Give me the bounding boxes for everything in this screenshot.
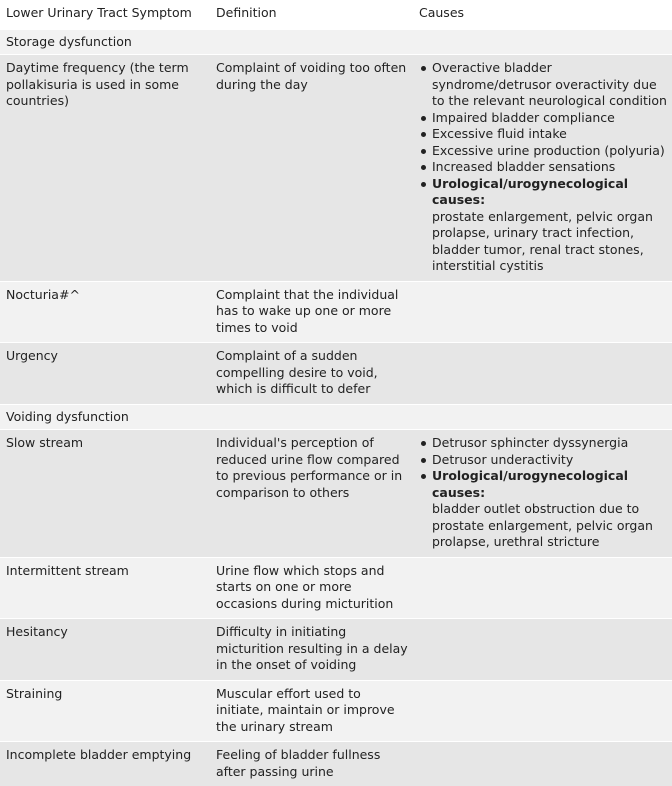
definition-cell: Feeling of bladder fullness after passing urine	[210, 742, 413, 786]
cause-item-urological	[419, 176, 668, 275]
definition-cell: Individual's perception of reduced urine flow compared to previous performance or in comparison to others	[210, 430, 413, 558]
section-row-storage	[0, 29, 672, 55]
symptom-cell: Incomplete bladder emptying	[0, 742, 210, 786]
cause-item: Excessive urine production (polyuria)	[419, 143, 668, 160]
symptom-cell: Slow stream	[0, 430, 210, 558]
symptom-cell: Daytime frequency (the term pollakisuria is used in some countries)	[0, 55, 210, 282]
table-row	[0, 557, 672, 619]
section-title-storage: Storage dysfunction	[0, 29, 672, 55]
table-row	[0, 680, 672, 742]
cause-item-urological	[419, 468, 668, 551]
definition-cell: Complaint of a sudden compelling desire to void, which is difficult to defer	[210, 343, 413, 405]
definition-cell: Complaint that the individual has to wake up one or more times to void	[210, 281, 413, 343]
symptom-cell: Hesitancy	[0, 619, 210, 681]
causes-cell	[413, 430, 672, 558]
cause-bold-label: Urological/urogynecological causes:	[432, 468, 628, 500]
causes-list	[419, 435, 668, 551]
causes-cell	[413, 619, 672, 681]
header-symptom: Lower Urinary Tract Symptom	[0, 0, 210, 29]
table-row	[0, 619, 672, 681]
causes-cell	[413, 680, 672, 742]
table-row	[0, 281, 672, 343]
table-row	[0, 742, 672, 786]
table-header-row	[0, 0, 672, 29]
section-row-voiding	[0, 404, 672, 430]
causes-cell	[413, 55, 672, 282]
causes-cell	[413, 557, 672, 619]
header-causes: Causes	[413, 0, 672, 29]
header-definition: Definition	[210, 0, 413, 29]
cause-detail: bladder outlet obstruction due to prostate enlargement, pelvic organ prolapse, urethral stricture	[432, 501, 668, 551]
cause-item: Overactive bladder syndrome/detrusor overactivity due to the relevant neurological condition	[419, 60, 668, 110]
section-title-voiding: Voiding dysfunction	[0, 404, 672, 430]
cause-item: Excessive fluid intake	[419, 126, 668, 143]
cause-item: Impaired bladder compliance	[419, 110, 668, 127]
table-row	[0, 55, 672, 282]
cause-bold-label: Urological/urogynecological causes:	[432, 176, 628, 208]
causes-list	[419, 60, 668, 275]
cause-item: Increased bladder sensations	[419, 159, 668, 176]
table-row	[0, 343, 672, 405]
causes-cell	[413, 343, 672, 405]
definition-cell: Complaint of voiding too often during the day	[210, 55, 413, 282]
cause-detail: prostate enlargement, pelvic organ prolapse, urinary tract infection, bladder tumor, renal tract stones, interstitial cystitis	[432, 209, 668, 275]
symptom-cell: Intermittent stream	[0, 557, 210, 619]
table-row	[0, 430, 672, 558]
cause-item: Detrusor underactivity	[419, 452, 668, 469]
cause-item: Detrusor sphincter dyssynergia	[419, 435, 668, 452]
symptom-cell: Straining	[0, 680, 210, 742]
definition-cell: Urine flow which stops and starts on one or more occasions during micturition	[210, 557, 413, 619]
definition-cell: Difficulty in initiating micturition resulting in a delay in the onset of voiding	[210, 619, 413, 681]
symptom-cell: Urgency	[0, 343, 210, 405]
symptom-cell: Nocturia#^	[0, 281, 210, 343]
causes-cell	[413, 281, 672, 343]
definition-cell: Muscular effort used to initiate, maintain or improve the urinary stream	[210, 680, 413, 742]
causes-cell	[413, 742, 672, 786]
